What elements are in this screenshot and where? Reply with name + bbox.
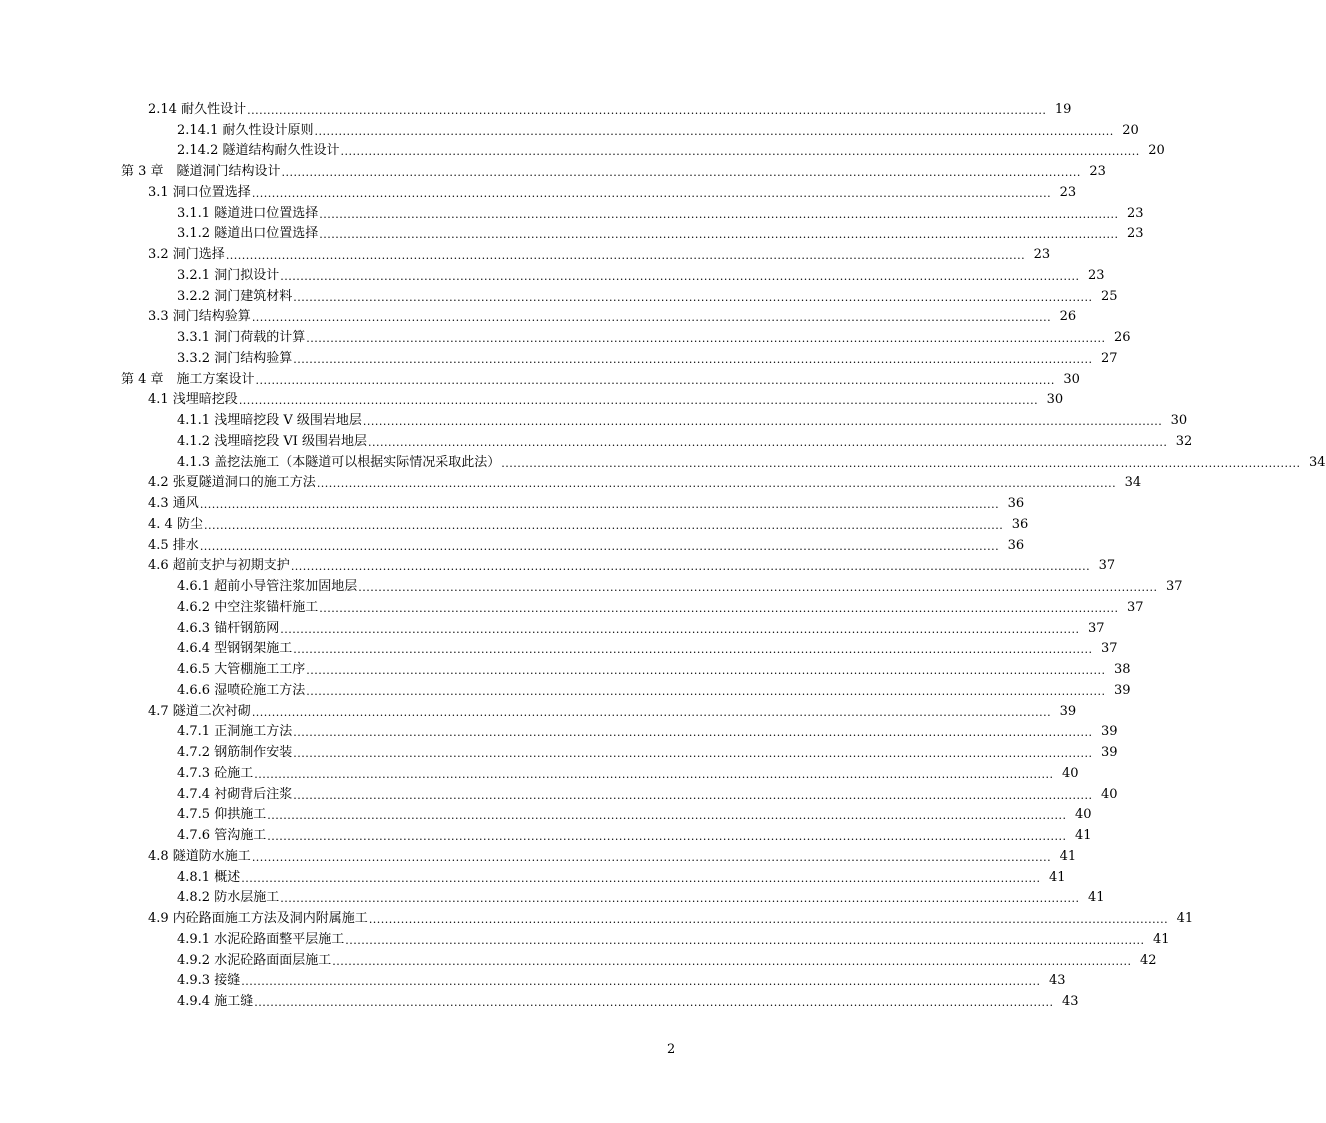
toc-entry-page: 41	[1153, 931, 1170, 947]
toc-entry-page: 37	[1166, 579, 1183, 594]
dot-leader: ........................................................................................................................................................................................................	[290, 560, 1091, 574]
dot-leader: ........................................................................................................................................................................................................	[358, 581, 1158, 594]
toc-entry-page: 34	[1309, 454, 1326, 470]
toc-entry[interactable]	[0, 595, 1144, 616]
toc-entry-page: 41	[1088, 890, 1105, 906]
toc-entry[interactable]	[0, 159, 1106, 180]
dot-leader: ........................................................................................................................................................................................................	[332, 954, 1132, 968]
toc-entry[interactable]	[0, 533, 1025, 554]
dot-leader: ........................................................................................................................................................................................................	[280, 622, 1080, 636]
toc-entry[interactable]	[0, 512, 1029, 533]
toc-entry[interactable]	[0, 699, 1077, 720]
toc-entry[interactable]	[0, 346, 1118, 367]
dot-leader: ........................................................................................................................................................................................................	[293, 726, 1093, 740]
dot-leader: ........................................................................................................................................................................................................	[368, 435, 1168, 449]
toc-entry[interactable]	[0, 388, 1064, 409]
toc-entry-page: 37	[1101, 641, 1118, 657]
toc-entry[interactable]	[0, 927, 1170, 948]
toc-entry-label: 4.8.1 概述	[177, 869, 241, 885]
toc-entry-label: 4.6.6 湿喷砼施工方法	[177, 682, 306, 698]
toc-entry-page: 38	[1114, 662, 1131, 677]
toc-entry-label: 3.2.1 洞门拟设计	[177, 267, 280, 283]
toc-entry-page: 39	[1114, 682, 1131, 698]
toc-entry-label: 3.1 洞口位置选择	[148, 184, 251, 200]
toc-entry-label: 4.1.1 浅埋暗挖段 V 级围岩地层	[177, 413, 362, 428]
toc-entry[interactable]	[0, 263, 1105, 284]
toc-entry-page: 30	[1063, 371, 1080, 387]
dot-leader: ........................................................................................................................................................................................................	[293, 643, 1093, 657]
toc-entry-page: 30	[1046, 392, 1064, 408]
dot-leader: ........................................................................................................................................................................................................	[241, 871, 1041, 885]
dot-leader: ........................................................................................................................................................................................................	[306, 684, 1106, 698]
toc-entry-page: 23	[1089, 164, 1106, 179]
toc-entry[interactable]	[0, 429, 1193, 450]
toc-entry[interactable]	[0, 657, 1131, 678]
table-of-contents	[0, 97, 1326, 1010]
toc-entry-label: 4.1.3 盖挖法施工（本隧道可以根据实际情况采取此法）	[177, 454, 501, 470]
dot-leader: ........................................................................................................................................................................................................	[306, 332, 1106, 345]
toc-entry[interactable]	[0, 761, 1079, 782]
toc-entry[interactable]	[0, 906, 1194, 927]
dot-leader: ........................................................................................................................................................................................................	[314, 124, 1114, 138]
toc-entry-page: 42	[1140, 952, 1157, 968]
toc-entry-page: 25	[1101, 288, 1118, 304]
toc-entry[interactable]	[0, 118, 1139, 139]
dot-leader: ........................................................................................................................................................................................................	[306, 664, 1106, 677]
toc-entry-label: 4.6 超前支护与初期支护	[148, 558, 290, 574]
toc-entry-page: 39	[1101, 724, 1118, 740]
toc-entry[interactable]	[0, 97, 1072, 118]
toc-entry[interactable]	[0, 989, 1079, 1010]
toc-entry-page: 41	[1176, 911, 1194, 926]
toc-entry-page: 41	[1049, 869, 1066, 885]
toc-entry[interactable]	[0, 408, 1188, 429]
toc-entry[interactable]	[0, 554, 1116, 575]
dot-leader: ........................................................................................................................................................................................................	[368, 913, 1169, 926]
toc-entry-label: 4.9 内砼路面施工方法及洞内附属施工	[148, 911, 368, 926]
dot-leader: ........................................................................................................................................................................................................	[199, 498, 1000, 511]
toc-entry[interactable]	[0, 948, 1157, 969]
toc-entry-page: 26	[1114, 330, 1131, 345]
toc-entry-label: 4.5 排水	[148, 537, 199, 553]
dot-leader: ........................................................................................................................................................................................................	[293, 788, 1093, 802]
toc-entry-label: 2.14.1 耐久性设计原则	[177, 122, 314, 138]
dot-leader: ........................................................................................................................................................................................................	[319, 207, 1119, 221]
toc-entry[interactable]	[0, 616, 1105, 637]
toc-entry-label: 4.8 隧道防水施工	[148, 848, 251, 864]
toc-entry-label: 3.3.2 洞门结构验算	[177, 350, 293, 366]
toc-entry[interactable]	[0, 574, 1183, 595]
toc-entry-page: 23	[1088, 267, 1105, 283]
toc-entry-label: 4.7.2 钢筋制作安装	[177, 745, 293, 760]
toc-entry[interactable]	[0, 284, 1118, 305]
toc-entry-label: 4.6.4 型钢钢架施工	[177, 641, 293, 657]
dot-leader: ........................................................................................................................................................................................................	[340, 145, 1140, 159]
toc-entry[interactable]	[0, 886, 1105, 907]
toc-entry[interactable]	[0, 222, 1144, 243]
dot-leader: ........................................................................................................................................................................................................	[251, 705, 1052, 719]
toc-entry-label: 4.2 张夏隧道洞口的施工方法	[148, 475, 316, 491]
toc-entry-label: 3.3 洞门结构验算	[148, 309, 251, 325]
toc-entry-page: 34	[1124, 475, 1142, 491]
dot-leader: ........................................................................................................................................................................................................	[199, 539, 1000, 553]
dot-leader: ........................................................................................................................................................................................................	[267, 809, 1067, 823]
toc-entry-label: 第 3 章 隧道洞门结构设计	[121, 164, 281, 179]
toc-entry-page: 40	[1075, 807, 1092, 823]
toc-entry-page: 37	[1127, 599, 1144, 615]
toc-entry-label: 4.9.2 水泥砼路面面层施工	[177, 952, 332, 968]
toc-entry[interactable]	[0, 803, 1092, 824]
toc-entry-label: 4.7.1 正洞施工方法	[177, 724, 293, 740]
dot-leader: ........................................................................................................................................................................................................	[251, 311, 1052, 325]
dot-leader: ........................................................................................................................................................................................................	[251, 186, 1052, 200]
toc-entry-page: 32	[1175, 433, 1193, 449]
toc-entry[interactable]	[0, 201, 1144, 222]
toc-entry-label: 4.3 通风	[148, 496, 199, 511]
toc-entry-page: 43	[1062, 994, 1079, 1009]
toc-entry-page: 37	[1098, 558, 1116, 574]
toc-entry-page: 23	[1033, 247, 1051, 262]
toc-entry-label: 4.7 隧道二次衬砌	[148, 703, 251, 719]
toc-entry[interactable]	[0, 782, 1118, 803]
dot-leader: ........................................................................................................................................................................................................	[293, 290, 1093, 304]
toc-entry[interactable]	[0, 720, 1118, 741]
toc-entry-label: 3.2 洞门选择	[148, 247, 225, 262]
toc-entry-page: 39	[1059, 703, 1077, 719]
toc-entry-label: 4.7.3 砼施工	[177, 765, 254, 781]
toc-entry-page: 27	[1101, 350, 1118, 366]
toc-entry-page: 36	[1011, 516, 1029, 532]
toc-entry-label: 4.7.6 管沟施工	[177, 828, 267, 843]
toc-entry-page: 39	[1101, 745, 1118, 760]
dot-leader: ........................................................................................................................................................................................................	[319, 228, 1119, 242]
toc-entry-label: 4.6.2 中空注浆锚杆施工	[177, 599, 319, 615]
toc-entry-label: 3.1.2 隧道出口位置选择	[177, 226, 319, 242]
toc-entry-label: 4.1 浅埋暗挖段	[148, 392, 238, 408]
toc-entry-page: 20	[1148, 143, 1165, 159]
toc-entry-page: 30	[1170, 413, 1188, 428]
toc-entry-label: 4.6.1 超前小导管注浆加固地层	[177, 579, 358, 594]
toc-entry-label: 3.1.1 隧道进口位置选择	[177, 205, 319, 221]
toc-entry-page: 23	[1059, 184, 1077, 200]
dot-leader: ........................................................................................................................................................................................................	[362, 415, 1163, 428]
dot-leader: ........................................................................................................................................................................................................	[319, 601, 1119, 615]
dot-leader: ........................................................................................................................................................................................................	[225, 249, 1026, 262]
toc-entry-page: 20	[1122, 122, 1139, 138]
toc-entry-page: 19	[1054, 101, 1072, 117]
dot-leader: ........................................................................................................................................................................................................	[251, 850, 1052, 864]
toc-entry-label: 2.14.2 隧道结构耐久性设计	[177, 143, 340, 159]
dot-leader: ........................................................................................................................................................................................................	[316, 477, 1117, 491]
toc-entry-page: 23	[1127, 205, 1144, 221]
toc-entry[interactable]	[0, 471, 1142, 492]
toc-entry-page: 36	[1007, 537, 1025, 553]
toc-entry[interactable]	[0, 242, 1051, 263]
toc-entry-label: 4. 4 防尘	[148, 516, 203, 532]
toc-entry-label: 4.9.1 水泥砼路面整平层施工	[177, 931, 345, 947]
dot-leader: ........................................................................................................................................................................................................	[267, 830, 1067, 843]
dot-leader: ........................................................................................................................................................................................................	[345, 933, 1145, 947]
dot-leader: ........................................................................................................................................................................................................	[255, 373, 1055, 387]
dot-leader: ........................................................................................................................................................................................................	[241, 975, 1041, 989]
toc-entry-page: 43	[1049, 973, 1066, 989]
toc-entry-page: 23	[1127, 226, 1144, 242]
toc-entry-page: 37	[1088, 620, 1105, 636]
dot-leader: ........................................................................................................................................................................................................	[203, 518, 1004, 532]
dot-leader: ........................................................................................................................................................................................................	[254, 767, 1054, 781]
toc-entry[interactable]	[0, 450, 1326, 471]
dot-leader: ........................................................................................................................................................................................................	[280, 269, 1080, 283]
toc-entry-page: 41	[1075, 828, 1092, 843]
toc-entry-label: 4.6.5 大管棚施工工序	[177, 662, 306, 677]
dot-leader: ........................................................................................................................................................................................................	[238, 394, 1039, 408]
toc-entry-page: 40	[1062, 765, 1079, 781]
toc-entry[interactable]	[0, 305, 1077, 326]
toc-entry[interactable]	[0, 637, 1118, 658]
toc-entry-page: 41	[1059, 848, 1077, 864]
toc-entry-label: 2.14 耐久性设计	[148, 101, 247, 117]
dot-leader: ........................................................................................................................................................................................................	[293, 747, 1093, 760]
toc-entry-label: 4.6.3 锚杆钢筋网	[177, 620, 280, 636]
toc-entry-label: 3.2.2 洞门建筑材料	[177, 288, 293, 304]
toc-entry-label: 4.9.3 接缝	[177, 973, 241, 989]
toc-entry[interactable]	[0, 844, 1077, 865]
dot-leader: ........................................................................................................................................................................................................	[281, 166, 1081, 179]
dot-leader: ........................................................................................................................................................................................................	[293, 352, 1093, 366]
toc-entry-label: 第 4 章 施工方案设计	[121, 371, 255, 387]
toc-entry[interactable]	[0, 367, 1080, 388]
toc-entry[interactable]	[0, 325, 1131, 346]
toc-entry-label: 4.8.2 防水层施工	[177, 890, 280, 906]
dot-leader: ........................................................................................................................................................................................................	[501, 456, 1301, 470]
toc-entry[interactable]	[0, 969, 1066, 990]
toc-entry[interactable]	[0, 491, 1025, 512]
toc-entry[interactable]	[0, 823, 1092, 844]
dot-leader: ........................................................................................................................................................................................................	[280, 892, 1080, 906]
toc-entry[interactable]	[0, 740, 1118, 761]
dot-leader: ........................................................................................................................................................................................................	[254, 996, 1054, 1009]
toc-entry-label: 4.7.5 仰拱施工	[177, 807, 267, 823]
toc-entry[interactable]	[0, 139, 1165, 160]
toc-entry-label: 4.7.4 衬砌背后注浆	[177, 786, 293, 802]
toc-entry-page: 40	[1101, 786, 1118, 802]
toc-entry-label: 4.9.4 施工缝	[177, 994, 254, 1009]
toc-entry-page: 26	[1059, 309, 1077, 325]
toc-entry-page: 36	[1007, 496, 1025, 511]
dot-leader: ........................................................................................................................................................................................................	[247, 103, 1047, 117]
toc-entry[interactable]	[0, 865, 1066, 886]
toc-entry[interactable]	[0, 180, 1077, 201]
toc-entry-label: 4.1.2 浅埋暗挖段 VI 级围岩地层	[177, 433, 367, 449]
toc-entry-label: 3.3.1 洞门荷载的计算	[177, 330, 306, 345]
toc-entry[interactable]	[0, 678, 1131, 699]
